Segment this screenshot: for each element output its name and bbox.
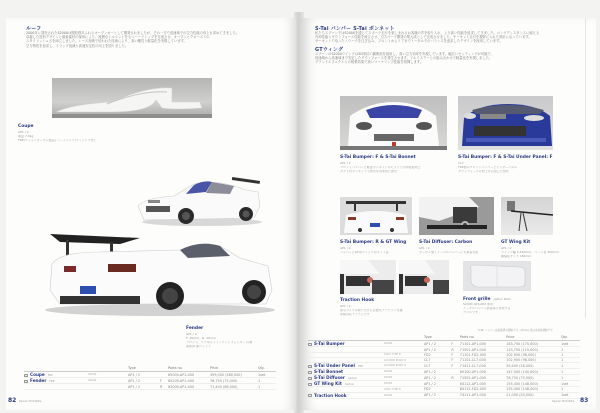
table-row: AP1 / 2 R 63000-AP1-000 71,400 (68,000) 1 — [24, 384, 276, 389]
s2000-rear-photo — [40, 230, 280, 316]
fender-title: Fender — [186, 326, 204, 331]
item-notes: ウイング幅 1,610mm、コード長 300mm 翼端板サイズ 180mm — [501, 251, 559, 259]
page-edge-line — [585, 18, 586, 318]
table-row: S-Tai Bumper S2000 AP1 / 2 F 71101-AP1-000 183,750 (175,000) 1set — [308, 341, 580, 347]
item-model: AP1 / 2 — [340, 161, 351, 165]
coupe-notes: 重量 7.6kg FRP(ウェットカーボン製品) ハードトップ(ウィンドウ付) — [18, 135, 95, 143]
item-model: CL7 — [458, 161, 464, 165]
table-row: CIVIC TYPE R FD2 F 71101-FD2-000 102,900 (98,000) 1 — [308, 352, 580, 357]
table-header-row: Type Parts no. Price Qty. — [308, 335, 580, 341]
gt-wing-description: スプーンのS2000ウイングは3D形状の翼断面を採用し、高い空力効率を実現しています。幅広いセッティングが可能で、 低速域から高速域まで安定したダウンフォースを発生させます。アルミステーとの組み合わせで軽量化を実現しました。 グランドエフェクトとの相乗効果で高いコーナリング性能を発揮します。 — [315, 52, 494, 65]
item-model: AP1 / 2 — [340, 246, 351, 250]
item-model: AP1 / 2 — [419, 246, 430, 250]
item-title: GT Wing Kit — [501, 240, 531, 245]
table-row: CIVIC TYPE R FD2 84112-FD2-000 155,400 (148,000) 1 — [308, 387, 580, 392]
item-title: S-Tai Bumper: F & S-Tai Bonnet — [340, 155, 416, 160]
page-brand-right: Spoon Exhibits — [552, 399, 575, 403]
item-notes: フロントバンパーと軽量ボンネットのセットで冷却性能向上 ダクト付ボンネットで熱気を効率的に排出 — [340, 166, 421, 174]
s-tai-bumper-bonnet-photo — [340, 96, 447, 150]
table-header-row: Type Parts no. Price Qty. — [24, 366, 276, 372]
gt-wing-heading: GTウィング — [315, 47, 344, 53]
square-bullet-icon — [308, 394, 312, 398]
item-title: Front grille Option Parts — [463, 297, 511, 302]
table-row: Coupe FRP S2000 AP1 / 2 65000-AP1-000 399,000 (380,000) 1set — [24, 372, 276, 378]
coupe-title: Coupe — [18, 124, 34, 129]
bullet-icon — [308, 371, 312, 375]
coupe-model: AP1 / 2 — [18, 130, 29, 134]
coupe-hardtop-photo — [52, 78, 212, 118]
table-row: S-Tai Bonnet S2000 AP1 / 2 60100-AP1-000 147,000 (140,000) 1 — [308, 369, 580, 375]
bumper-bonnet-heading: S-Tai バンパー S-Tai ボンネット — [315, 26, 395, 32]
front-grille-photo — [463, 261, 531, 291]
page-brand-left: Spoon Exhibits — [19, 399, 42, 403]
table-row: Traction Hook S2000 AP1 / 2 74111-AP1-000 21,000 (20,000) 1set — [308, 392, 580, 398]
item-model: AP1 / 2 — [340, 304, 351, 308]
bullet-icon — [24, 374, 28, 378]
item-notes: バンパーとGT用ウイングのセット品 — [340, 251, 389, 254]
table-row: GT Wing Kit Carbon S2000 AP1 / 2 84112-AP1-000 155,400 (148,000) 1set — [308, 381, 580, 387]
s-tai-rear-bumper-wing-photo — [340, 197, 412, 235]
bullet-icon — [24, 380, 28, 384]
s2000-front-photo — [134, 176, 264, 228]
item-notes: 牽引フックの取り付けに必要なブラケット付属 車検対応アイテムです — [340, 309, 403, 317]
item-notes: カーボン製 / ノーマルバンパーにも装着可能 — [419, 251, 479, 254]
item-title: S-Tai Diffuser: Carbon — [419, 240, 473, 245]
bullet-icon — [308, 365, 312, 369]
gt-wing-kit-photo — [501, 197, 553, 235]
bumper-bonnet-description: 私たちスプーンではS2000を通じてスポーツ走行を楽しまれるお客様の声を取り入れ、より高い性能を追求してきました。ロングディスタンスに耐える 冷却性能とダウンフォース性能を両立させ、空力パーツ開発の集大成として完成させました。サーキット走行を視野に入れた設計になっています。 サーキットで培ったノウハウを注ぎ込み、フロントからリアまでトータルでのバランスを追求したデザインを採用しています。 — [315, 31, 540, 44]
fender-notes: F: 20mm、R: 20mm フロント、リア用セット / ワイドフェンダー 片側 塗装済 要ペイント — [186, 337, 253, 349]
left-spec-table — [24, 366, 276, 390]
table-row: ACCORD EURO R CL7 F 71101-CL7-000 102,900 (98,000) 1 — [308, 357, 580, 362]
item-model: AP1 / 2 — [501, 246, 512, 250]
roof-description: 2000年に発売されたS2000は開放感あふれるオープンカーとして開発されましたが、その一方で高速域での空力性能の向上も求めてきました。 卓越した造形デザインと最新素材の採用により、流麗なシルエットをもつハードトップを完成させ、オープンとクローズドの スタイリッシュさを両立しました。レース参戦で培われた技術により、高い剛性と軽量化を実現しています。 空力特性を追求し、ドラッグ低減と高速安定性の向上を図りました。 — [26, 31, 240, 48]
right-spec-table — [308, 335, 580, 399]
price-footnote: S-Tai バンパーは塗装済み価格です。(Price) 内は未塗装価格です — [478, 329, 554, 332]
table-row: S-Tai Diffuser Carbon S2000 AP1 / 2 R 71502-AP1-000 78,750 (75,000) 1 — [308, 375, 580, 381]
traction-hook-photo-1 — [340, 260, 396, 294]
bullet-icon — [308, 343, 312, 347]
traction-hook-photo-2 — [399, 260, 449, 294]
item-title: Traction Hook — [340, 298, 375, 303]
fender-model: AP1 / 2 — [186, 332, 197, 336]
item-title: S-Tai Bumper: F & S-Tai Under Panel: F — [458, 155, 553, 160]
table-row: AP1 / 2 R 71501-AP1-000 133,750 (115,000) 1 — [308, 347, 580, 352]
bullet-icon — [308, 377, 312, 381]
left-page — [6, 18, 296, 410]
roof-heading: ルーフ — [26, 26, 42, 32]
page-number-right: 83 — [580, 397, 589, 404]
right-page — [300, 18, 596, 410]
page-number-left: 82 — [8, 397, 17, 404]
item-title: S-Tai Bumper: R & GT Wing — [340, 240, 407, 245]
item-notes: S2000 AP1/AP2 専用 ノーマルバンパー装着時に使用する グリルです — [463, 303, 511, 315]
table-row: S-Tai Under Panel FRP ACCORD EURO R CL7 F 71411-CL7-000 39,400 (28,000) 1 — [308, 363, 580, 369]
table-row: Fender FRP S2000 AP1 / 2 F 60200-AP1-000 78,750 (75,000) 1 — [24, 378, 276, 384]
square-bullet-icon — [308, 383, 312, 387]
s-tai-under-panel-photo — [458, 96, 553, 150]
item-notes: FRP製のフロントバンパーとアンダーパネル ダウンフォースの向上を目指した形状 — [458, 166, 517, 174]
s-tai-diffuser-photo — [419, 197, 494, 235]
